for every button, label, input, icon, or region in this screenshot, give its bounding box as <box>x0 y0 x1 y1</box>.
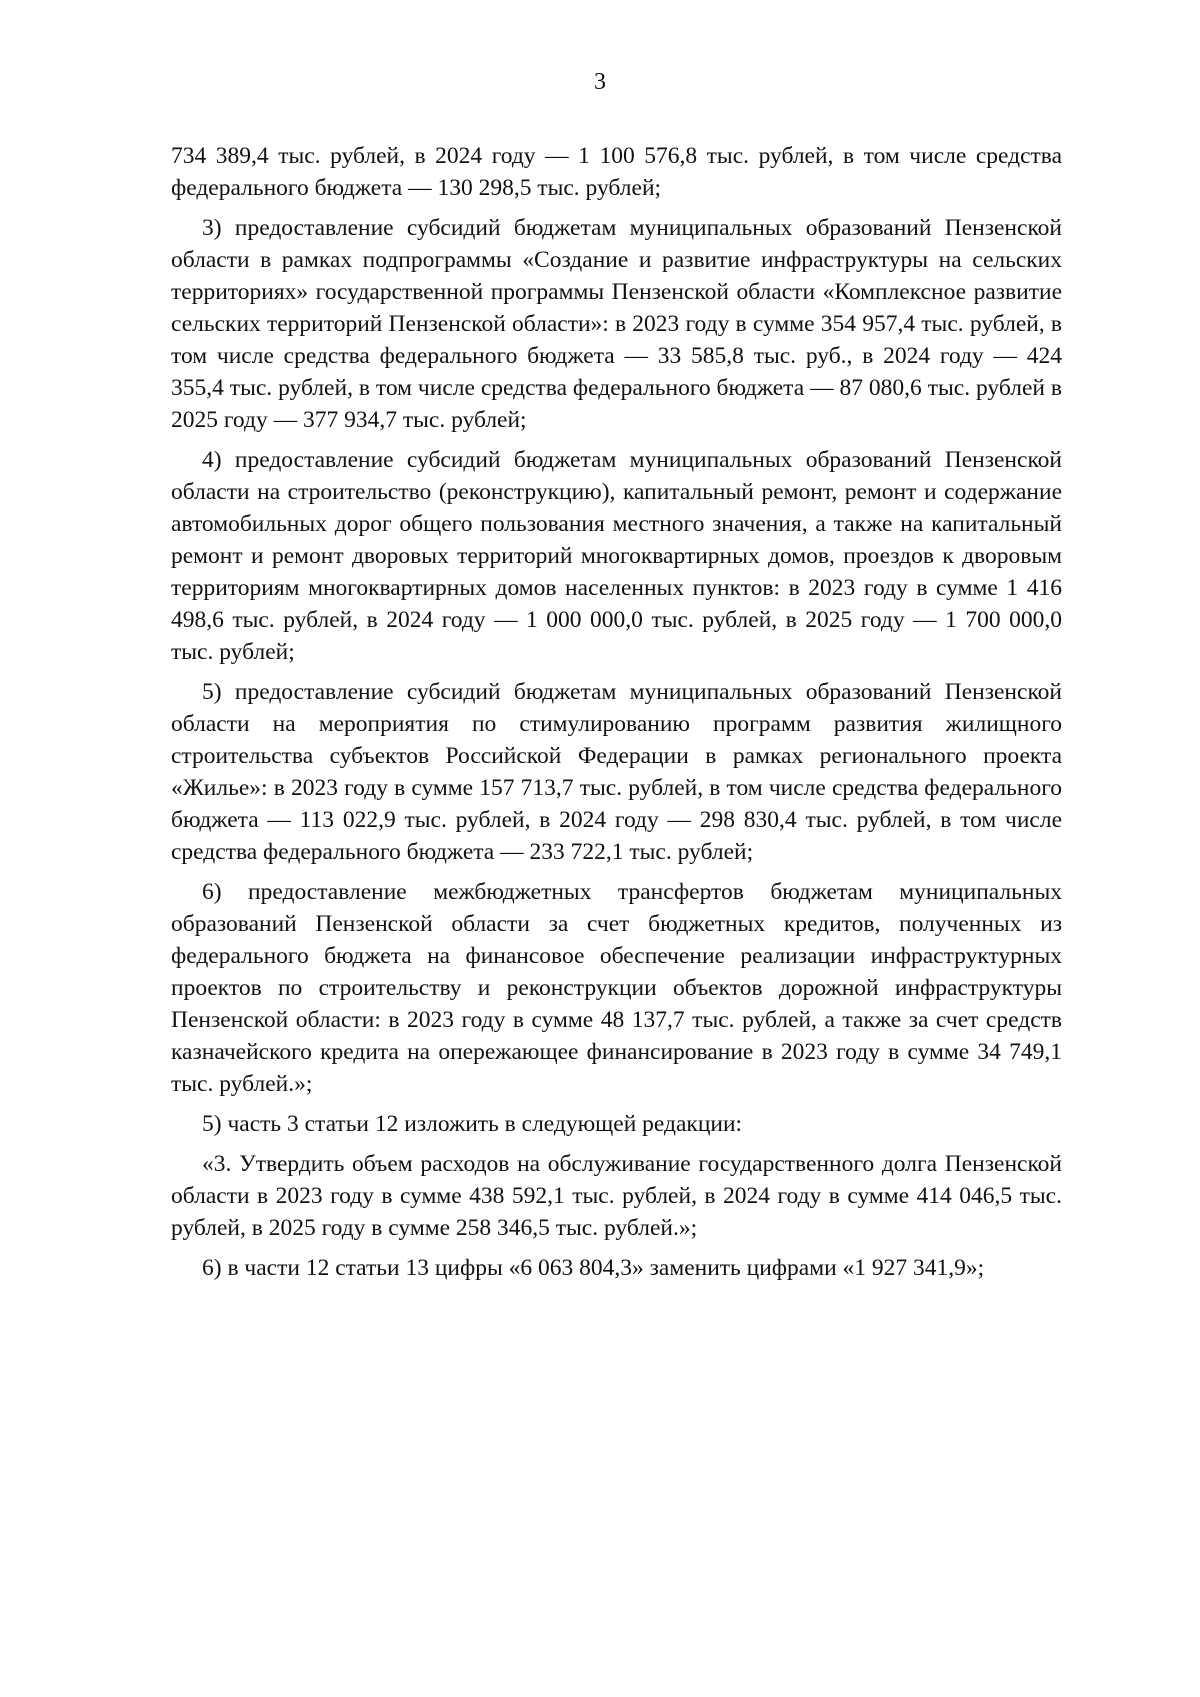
paragraph-item-5-subsidies: 5) предоставление субсидий бюджетам муниципальных образований Пензенской области на мероприятия по стимулированию программ развития жилищного строительства субъектов Российской Федерации в рамках регионального проекта «Жилье»: в 2023 году в сумме 157 713,7 тыс. рублей, в том числе средства федерального бюджета — 113 022,9 тыс. рублей, в 2024 году — 298 830,4 тыс. рублей, в том числе средства федерального бюджета — 233 722,1 тыс. рублей; <box>171 679 1062 865</box>
paragraph-item-6-transfers: 6) предоставление межбюджетных трансфертов бюджетам муниципальных образований Пензенской области за счет бюджетных кредитов, полученных из федерального бюджета на финансовое обеспечение реализации инфраструктурных проектов по строительству и реконструкции объектов дорожной инфраструктуры Пензенской области: в 2023 году в сумме 48 137,7 тыс. рублей, а также за счет средств казначейского кредита на опережающее финансирование в 2023 году в сумме 34 749,1 тыс. рублей.»; <box>171 879 1062 1097</box>
paragraph-continuation: 734 389,4 тыс. рублей, в 2024 году — 1 100 576,8 тыс. рублей, в том числе средства федерального бюджета — 130 298,5 тыс. рублей; <box>171 143 1062 201</box>
page-number: 3 <box>594 69 606 95</box>
document-body <box>171 140 1062 1292</box>
paragraph-item-3: 3) предоставление субсидий бюджетам муниципальных образований Пензенской области в рамках подпрограммы «Создание и развитие инфраструктуры на сельских территориях» государственной программы Пензенской области «Комплексное развитие сельских территорий Пензенской области»: в 2023 году в сумме 354 957,4 тыс. рублей, в том числе средства федерального бюджета — 33 585,8 тыс. руб., в 2024 году — 424 355,4 тыс. рублей, в том числе средства федерального бюджета — 87 080,6 тыс. рублей в 2025 году — 377 934,7 тыс. рублей; <box>171 215 1062 433</box>
paragraph-amendment-6: 6) в части 12 статьи 13 цифры «6 063 804,3» заменить цифрами «1 927 341,9»; <box>202 1255 985 1281</box>
paragraph-article-12-part-3: «3. Утвердить объем расходов на обслуживание государственного долга Пензенской области в 2023 году в сумме 438 592,1 тыс. рублей, в 2024 году в сумме 414 046,5 тыс. рублей, в 2025 году в сумме 258 346,5 тыс. рублей.»; <box>171 1151 1062 1241</box>
paragraph-item-4: 4) предоставление субсидий бюджетам муниципальных образований Пензенской области на строительство (реконструкцию), капитальный ремонт, ремонт и содержание автомобильных дорог общего пользования местного значения, а также на капитальный ремонт и ремонт дворовых территорий многоквартирных домов, проездов к дворовым территориям многоквартирных домов населенных пунктов: в 2023 году в сумме 1 416 498,6 тыс. рублей, в 2024 году — 1 000 000,0 тыс. рублей, в 2025 году — 1 700 000,0 тыс. рублей; <box>171 447 1062 665</box>
paragraph-amendment-5: 5) часть 3 статьи 12 изложить в следующей редакции: <box>202 1111 743 1137</box>
